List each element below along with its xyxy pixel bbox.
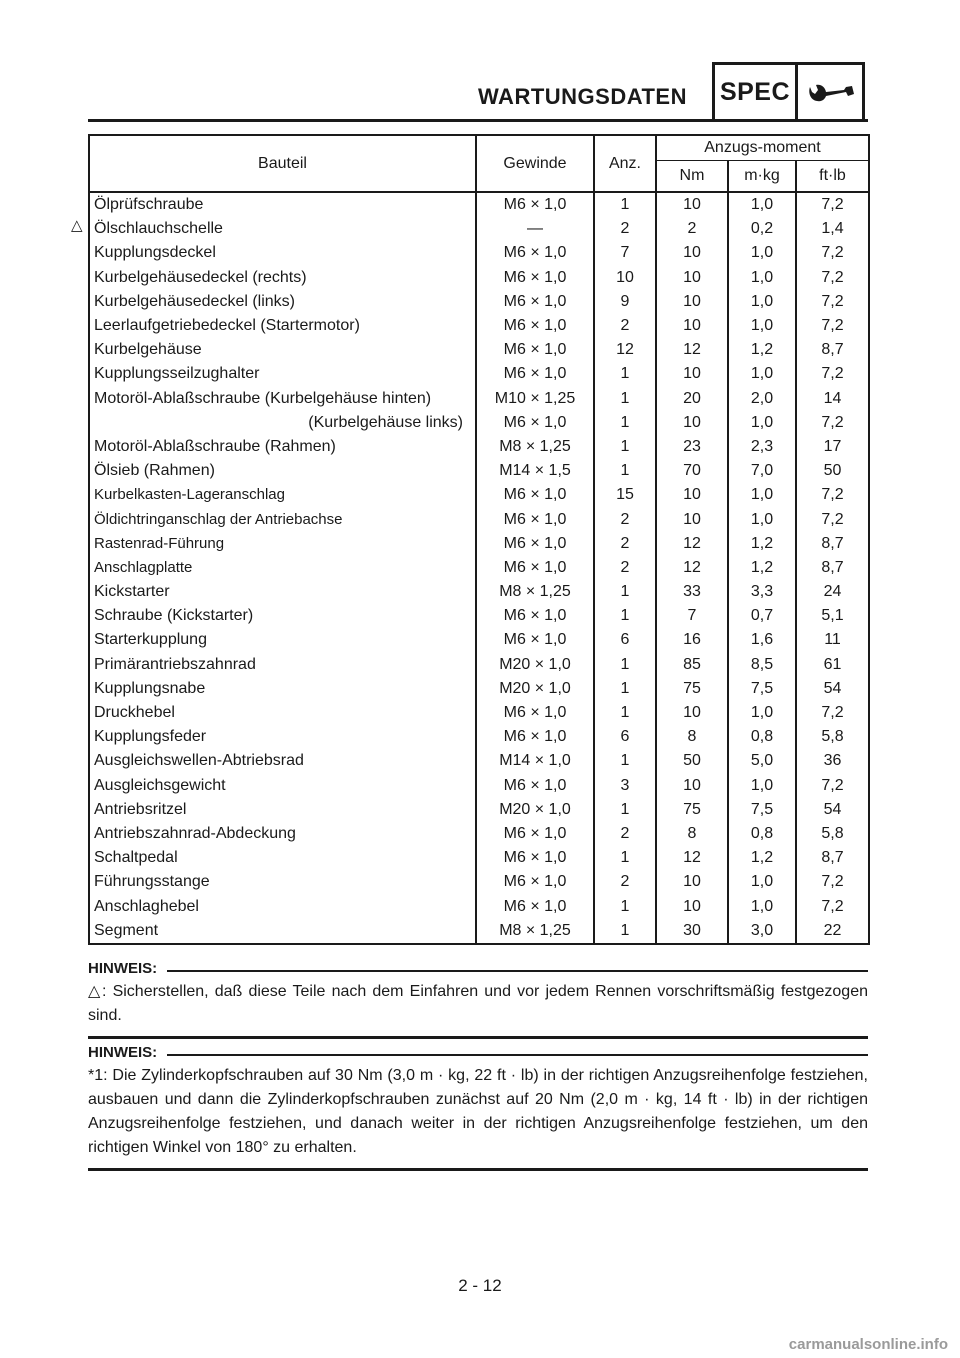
cell-mkg: 1,2 (728, 338, 796, 362)
cell-ftlb: 7,2 (796, 774, 869, 798)
cell-bauteil: Druckhebel (89, 701, 476, 725)
cell-gewinde: M6 × 1,0 (476, 338, 594, 362)
warning-triangle-icon: △ (71, 217, 83, 234)
cell-nm: 75 (656, 798, 728, 822)
cell-nm: 10 (656, 314, 728, 338)
cell-bauteil: Antriebszahnrad-Abdeckung (89, 822, 476, 846)
cell-gewinde: M8 × 1,25 (476, 919, 594, 944)
table-row (89, 749, 869, 773)
cell-ftlb: 7,2 (796, 483, 869, 507)
cell-gewinde: M8 × 1,25 (476, 435, 594, 459)
cell-ftlb: 54 (796, 677, 869, 701)
cell-gewinde: M6 × 1,0 (476, 822, 594, 846)
cell-ftlb: 5,8 (796, 725, 869, 749)
table-row (89, 435, 869, 459)
cell-anz: 6 (594, 725, 656, 749)
cell-anz: 1 (594, 701, 656, 725)
cell-ftlb: 50 (796, 459, 869, 483)
cell-gewinde: M6 × 1,0 (476, 411, 594, 435)
cell-mkg: 1,2 (728, 556, 796, 580)
note-1 (88, 958, 868, 1039)
cell-ftlb: 7,2 (796, 507, 869, 531)
header-rule (88, 119, 868, 122)
cell-bauteil: Ölsieb (Rahmen) (89, 459, 476, 483)
col-header-bauteil: Bauteil (89, 135, 476, 192)
cell-ftlb: 8,7 (796, 846, 869, 870)
cell-nm: 20 (656, 387, 728, 411)
cell-bauteil: Ölprüfschraube (89, 192, 476, 217)
cell-mkg: 3,0 (728, 919, 796, 944)
cell-bauteil: Kurbelgehäuse (89, 338, 476, 362)
table-row (89, 628, 869, 652)
cell-ftlb: 7,2 (796, 894, 869, 918)
table-row (89, 653, 869, 677)
table-row (89, 387, 869, 411)
cell-mkg: 8,5 (728, 653, 796, 677)
cell-gewinde: M6 × 1,0 (476, 532, 594, 556)
cell-gewinde: M6 × 1,0 (476, 701, 594, 725)
cell-mkg: 0,8 (728, 822, 796, 846)
cell-nm: 10 (656, 411, 728, 435)
cell-gewinde: M14 × 1,0 (476, 749, 594, 773)
note-2-label: HINWEIS: (88, 1044, 158, 1061)
cell-nm: 8 (656, 822, 728, 846)
cell-nm: 85 (656, 653, 728, 677)
cell-gewinde: M6 × 1,0 (476, 483, 594, 507)
cell-nm: 10 (656, 483, 728, 507)
cell-gewinde: M20 × 1,0 (476, 653, 594, 677)
cell-mkg: 1,0 (728, 483, 796, 507)
cell-ftlb: 7,2 (796, 701, 869, 725)
cell-ftlb: 61 (796, 653, 869, 677)
cell-anz: 1 (594, 846, 656, 870)
cell-mkg: 0,2 (728, 217, 796, 241)
cell-ftlb: 36 (796, 749, 869, 773)
cell-nm: 10 (656, 774, 728, 798)
cell-mkg: 7,5 (728, 798, 796, 822)
cell-bauteil: Antriebsritzel (89, 798, 476, 822)
cell-mkg: 1,2 (728, 532, 796, 556)
table-row (89, 338, 869, 362)
cell-ftlb: 7,2 (796, 290, 869, 314)
cell-mkg: 1,0 (728, 411, 796, 435)
table-row (89, 362, 869, 386)
table-row (89, 411, 869, 435)
cell-mkg: 1,6 (728, 628, 796, 652)
cell-ftlb: 54 (796, 798, 869, 822)
cell-mkg: 3,3 (728, 580, 796, 604)
cell-bauteil: Ölschlauchschelle (89, 217, 476, 241)
cell-bauteil: Kurbelgehäusedeckel (rechts) (89, 266, 476, 290)
cell-gewinde: M6 × 1,0 (476, 556, 594, 580)
cell-ftlb: 1,4 (796, 217, 869, 241)
cell-ftlb: 14 (796, 387, 869, 411)
cell-anz: 1 (594, 192, 656, 217)
table-row (89, 701, 869, 725)
col-header-anzugsmoment: Anzugs-moment (656, 135, 869, 161)
cell-gewinde: M6 × 1,0 (476, 894, 594, 918)
cell-anz: 9 (594, 290, 656, 314)
table-row (89, 459, 869, 483)
col-header-nm: Nm (656, 161, 728, 193)
cell-ftlb: 11 (796, 628, 869, 652)
cell-anz: 15 (594, 483, 656, 507)
cell-ftlb: 7,2 (796, 411, 869, 435)
table-row (89, 798, 869, 822)
cell-anz: 3 (594, 774, 656, 798)
cell-nm: 23 (656, 435, 728, 459)
cell-gewinde: M6 × 1,0 (476, 846, 594, 870)
cell-anz: 1 (594, 387, 656, 411)
table-row (89, 580, 869, 604)
cell-gewinde: M6 × 1,0 (476, 604, 594, 628)
cell-mkg: 7,5 (728, 677, 796, 701)
cell-anz: 1 (594, 749, 656, 773)
cell-ftlb: 7,2 (796, 870, 869, 894)
table-row (89, 725, 869, 749)
cell-gewinde: M6 × 1,0 (476, 725, 594, 749)
table-row (89, 266, 869, 290)
cell-bauteil: Starterkupplung (89, 628, 476, 652)
cell-mkg: 1,0 (728, 241, 796, 265)
cell-mkg: 1,0 (728, 362, 796, 386)
cell-mkg: 1,0 (728, 192, 796, 217)
cell-gewinde: M6 × 1,0 (476, 507, 594, 531)
cell-mkg: 1,2 (728, 846, 796, 870)
cell-bauteil: Ausgleichsgewicht (89, 774, 476, 798)
table-row (89, 846, 869, 870)
cell-bauteil: Primärantriebszahnrad (89, 653, 476, 677)
cell-anz: 1 (594, 604, 656, 628)
cell-anz: 2 (594, 822, 656, 846)
table-row (89, 604, 869, 628)
cell-gewinde: M6 × 1,0 (476, 266, 594, 290)
cell-anz: 12 (594, 338, 656, 362)
cell-mkg: 1,0 (728, 894, 796, 918)
note-1-label: HINWEIS: (88, 960, 158, 977)
cell-bauteil: Kupplungsfeder (89, 725, 476, 749)
cell-mkg: 0,7 (728, 604, 796, 628)
cell-gewinde: M14 × 1,5 (476, 459, 594, 483)
col-header-gewinde: Gewinde (476, 135, 594, 192)
cell-bauteil: Kurbelgehäusedeckel (links) (89, 290, 476, 314)
cell-anz: 2 (594, 507, 656, 531)
cell-nm: 12 (656, 532, 728, 556)
watermark: carmanualsonline.info (788, 1336, 948, 1353)
torque-table (88, 134, 870, 945)
cell-bauteil: (Kurbelgehäuse links) (89, 411, 476, 435)
cell-anz: 1 (594, 894, 656, 918)
note-2-text: *1: Die Zylinderkopfschrauben auf 30 Nm (3,0 m · kg, 22 ft · lb) in der richtigen Anzugsreihenfolge festziehen, ausbauen und dann die Zylinderkopfschrauben zunächst auf 20 Nm (2,0 m · kg, 14 ft · lb) in der richtigen Anzugsreihenfolge festziehen, und danach weiter in der richtigen Anzugsreihenfolge festziehen, um den richtigen Winkel von 180° zu erhalten. (88, 1067, 868, 1156)
cell-nm: 12 (656, 556, 728, 580)
cell-bauteil: Motoröl-Ablaßschraube (Rahmen) (89, 435, 476, 459)
cell-mkg: 2,3 (728, 435, 796, 459)
cell-nm: 75 (656, 677, 728, 701)
cell-ftlb: 7,2 (796, 362, 869, 386)
cell-anz: 1 (594, 653, 656, 677)
cell-bauteil: Kurbelkasten-Lageranschlag (89, 483, 476, 507)
page-title: WARTUNGSDATEN (478, 84, 687, 109)
cell-bauteil: Schaltpedal (89, 846, 476, 870)
cell-gewinde: M6 × 1,0 (476, 628, 594, 652)
cell-mkg: 1,0 (728, 314, 796, 338)
cell-mkg: 5,0 (728, 749, 796, 773)
cell-mkg: 1,0 (728, 774, 796, 798)
cell-nm: 10 (656, 701, 728, 725)
table-row (89, 507, 869, 531)
cell-anz: 2 (594, 556, 656, 580)
table-row (89, 314, 869, 338)
table-row (89, 870, 869, 894)
cell-nm: 12 (656, 846, 728, 870)
cell-anz: 1 (594, 677, 656, 701)
cell-nm: 10 (656, 362, 728, 386)
cell-ftlb: 7,2 (796, 266, 869, 290)
cell-bauteil: Kupplungsnabe (89, 677, 476, 701)
cell-ftlb: 22 (796, 919, 869, 944)
cell-mkg: 2,0 (728, 387, 796, 411)
cell-anz: 6 (594, 628, 656, 652)
table-row (89, 532, 869, 556)
cell-bauteil: Öldichtringanschlag der Antriebachse (89, 507, 476, 531)
cell-gewinde: M6 × 1,0 (476, 870, 594, 894)
cell-gewinde: M10 × 1,25 (476, 387, 594, 411)
cell-nm: 10 (656, 870, 728, 894)
table-row (89, 556, 869, 580)
cell-gewinde: M20 × 1,0 (476, 798, 594, 822)
cell-nm: 10 (656, 894, 728, 918)
cell-gewinde: M6 × 1,0 (476, 241, 594, 265)
table-row (89, 894, 869, 918)
spec-box (712, 62, 865, 120)
cell-gewinde: M6 × 1,0 (476, 192, 594, 217)
cell-nm: 30 (656, 919, 728, 944)
cell-ftlb: 7,2 (796, 192, 869, 217)
cell-bauteil: Kupplungsseilzughalter (89, 362, 476, 386)
col-header-mkg: m·kg (728, 161, 796, 193)
cell-ftlb: 8,7 (796, 338, 869, 362)
cell-bauteil: Ausgleichswellen-Abtriebsrad (89, 749, 476, 773)
cell-nm: 10 (656, 290, 728, 314)
col-header-ftlb: ft·lb (796, 161, 869, 193)
torque-table-body (89, 192, 869, 944)
cell-bauteil: Führungsstange (89, 870, 476, 894)
cell-bauteil: Anschlaghebel (89, 894, 476, 918)
cell-nm: 16 (656, 628, 728, 652)
cell-gewinde: M6 × 1,0 (476, 314, 594, 338)
cell-ftlb: 8,7 (796, 556, 869, 580)
cell-gewinde: M6 × 1,0 (476, 362, 594, 386)
cell-anz: 2 (594, 217, 656, 241)
cell-mkg: 1,0 (728, 266, 796, 290)
cell-bauteil: Rastenrad-Führung (89, 532, 476, 556)
cell-nm: 10 (656, 241, 728, 265)
cell-ftlb: 8,7 (796, 532, 869, 556)
table-row (89, 774, 869, 798)
cell-nm: 10 (656, 507, 728, 531)
cell-anz: 2 (594, 314, 656, 338)
cell-anz: 2 (594, 532, 656, 556)
page-number: 2 - 12 (458, 1276, 502, 1295)
cell-nm: 33 (656, 580, 728, 604)
cell-bauteil: Schraube (Kickstarter) (89, 604, 476, 628)
cell-anz: 7 (594, 241, 656, 265)
wrench-icon (798, 65, 862, 120)
cell-anz: 1 (594, 362, 656, 386)
cell-mkg: 0,8 (728, 725, 796, 749)
table-row (89, 192, 869, 217)
table-row (89, 822, 869, 846)
table-row (89, 483, 869, 507)
spec-label: SPEC (715, 65, 798, 120)
note-2 (88, 1042, 868, 1171)
cell-bauteil: Motoröl-Ablaßschraube (Kurbelgehäuse hinten) (89, 387, 476, 411)
cell-ftlb: 5,1 (796, 604, 869, 628)
table-row (89, 677, 869, 701)
cell-nm: 7 (656, 604, 728, 628)
cell-ftlb: 7,2 (796, 241, 869, 265)
cell-nm: 2 (656, 217, 728, 241)
cell-mkg: 1,0 (728, 870, 796, 894)
cell-bauteil: Kupplungsdeckel (89, 241, 476, 265)
cell-bauteil: Leerlaufgetriebedeckel (Startermotor) (89, 314, 476, 338)
table-row (89, 217, 869, 241)
table-row (89, 919, 869, 944)
cell-mkg: 1,0 (728, 701, 796, 725)
col-header-anz: Anz. (594, 135, 656, 192)
note-1-text: △: Sicherstellen, daß diese Teile nach dem Einfahren und vor jedem Rennen vorschriftsmäßig festgezogen sind. (88, 983, 868, 1024)
cell-nm: 50 (656, 749, 728, 773)
cell-nm: 70 (656, 459, 728, 483)
cell-ftlb: 24 (796, 580, 869, 604)
cell-nm: 12 (656, 338, 728, 362)
cell-mkg: 7,0 (728, 459, 796, 483)
cell-gewinde: M6 × 1,0 (476, 290, 594, 314)
cell-bauteil: Segment (89, 919, 476, 944)
cell-anz: 1 (594, 919, 656, 944)
cell-nm: 8 (656, 725, 728, 749)
cell-ftlb: 5,8 (796, 822, 869, 846)
cell-mkg: 1,0 (728, 507, 796, 531)
cell-anz: 1 (594, 580, 656, 604)
table-row (89, 290, 869, 314)
cell-gewinde: M8 × 1,25 (476, 580, 594, 604)
table-row (89, 241, 869, 265)
cell-anz: 1 (594, 459, 656, 483)
cell-anz: 1 (594, 435, 656, 459)
cell-nm: 10 (656, 192, 728, 217)
cell-gewinde: M20 × 1,0 (476, 677, 594, 701)
cell-ftlb: 17 (796, 435, 869, 459)
cell-bauteil: Anschlagplatte (89, 556, 476, 580)
cell-nm: 10 (656, 266, 728, 290)
cell-anz: 10 (594, 266, 656, 290)
cell-ftlb: 7,2 (796, 314, 869, 338)
cell-bauteil: Kickstarter (89, 580, 476, 604)
cell-anz: 1 (594, 798, 656, 822)
cell-anz: 2 (594, 870, 656, 894)
cell-gewinde: M6 × 1,0 (476, 774, 594, 798)
cell-mkg: 1,0 (728, 290, 796, 314)
cell-gewinde: — (476, 217, 594, 241)
cell-anz: 1 (594, 411, 656, 435)
